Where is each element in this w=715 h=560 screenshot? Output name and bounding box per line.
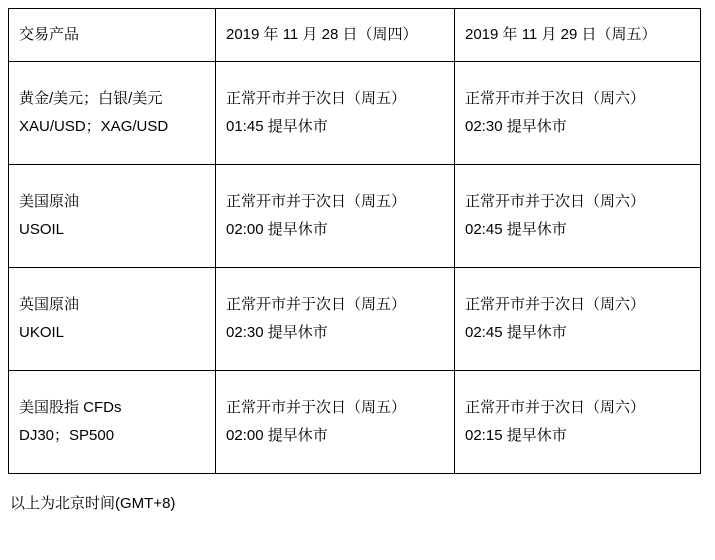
product-name-line-2: DJ30；SP500	[19, 427, 115, 444]
schedule-line-1: 正常开市并于次日（周五）	[226, 295, 407, 313]
product-name-line-2: XAU/USD；XAG/USD	[19, 118, 169, 135]
schedule-line-1: 正常开市并于次日（周五）	[226, 89, 407, 107]
cell-day2	[455, 371, 701, 474]
product-name-line-1: 美国原油	[19, 192, 80, 210]
header-text: 2019 年 11 月 28 日（周四）	[226, 25, 418, 43]
column-header-product	[9, 9, 216, 62]
document-page	[0, 8, 715, 560]
product-name-line-1: 英国原油	[19, 295, 80, 313]
product-name-line-2: USOIL	[19, 221, 65, 238]
schedule-line-1: 正常开市并于次日（周五）	[226, 398, 407, 416]
product-name-line-1: 黄金/美元；白银/美元	[19, 89, 163, 107]
header-text: 交易产品	[19, 25, 80, 43]
column-header-day1	[216, 9, 455, 62]
cell-product	[9, 165, 216, 268]
schedule-line-2: 02:00 提早休市	[226, 221, 328, 238]
schedule-line-2: 02:30 提早休市	[226, 324, 328, 341]
header-text: 2019 年 11 月 29 日（周五）	[465, 25, 657, 43]
schedule-line-1: 正常开市并于次日（周五）	[226, 192, 407, 210]
schedule-line-2: 02:30 提早休市	[465, 118, 567, 135]
cell-day2	[455, 268, 701, 371]
table-row	[9, 62, 701, 165]
cell-day1	[216, 62, 455, 165]
cell-product	[9, 62, 216, 165]
schedule-line-2: 02:45 提早休市	[465, 324, 567, 341]
schedule-line-2: 02:45 提早休市	[465, 221, 567, 238]
schedule-line-1: 正常开市并于次日（周六）	[465, 192, 646, 210]
cell-product	[9, 268, 216, 371]
schedule-line-1: 正常开市并于次日（周六）	[465, 295, 646, 313]
cell-day2	[455, 165, 701, 268]
column-header-day2	[455, 9, 701, 62]
schedule-line-2: 02:15 提早休市	[465, 427, 567, 444]
cell-day1	[216, 165, 455, 268]
schedule-line-2: 02:00 提早休市	[226, 427, 328, 444]
table-row	[9, 165, 701, 268]
footnote-text: 以上为北京时间(GMT+8)	[10, 495, 176, 512]
schedule-line-1: 正常开市并于次日（周六）	[465, 398, 646, 416]
cell-product	[9, 371, 216, 474]
product-name-line-2: UKOIL	[19, 324, 65, 341]
product-name-line-1: 美国股指 CFDs	[19, 398, 122, 416]
table-row	[9, 268, 701, 371]
schedule-line-1: 正常开市并于次日（周六）	[465, 89, 646, 107]
schedule-line-2: 01:45 提早休市	[226, 118, 328, 135]
cell-day2	[455, 62, 701, 165]
cell-day1	[216, 371, 455, 474]
cell-day1	[216, 268, 455, 371]
trading-hours-table	[8, 8, 701, 474]
table-row	[9, 371, 701, 474]
table-header-row	[9, 9, 701, 62]
